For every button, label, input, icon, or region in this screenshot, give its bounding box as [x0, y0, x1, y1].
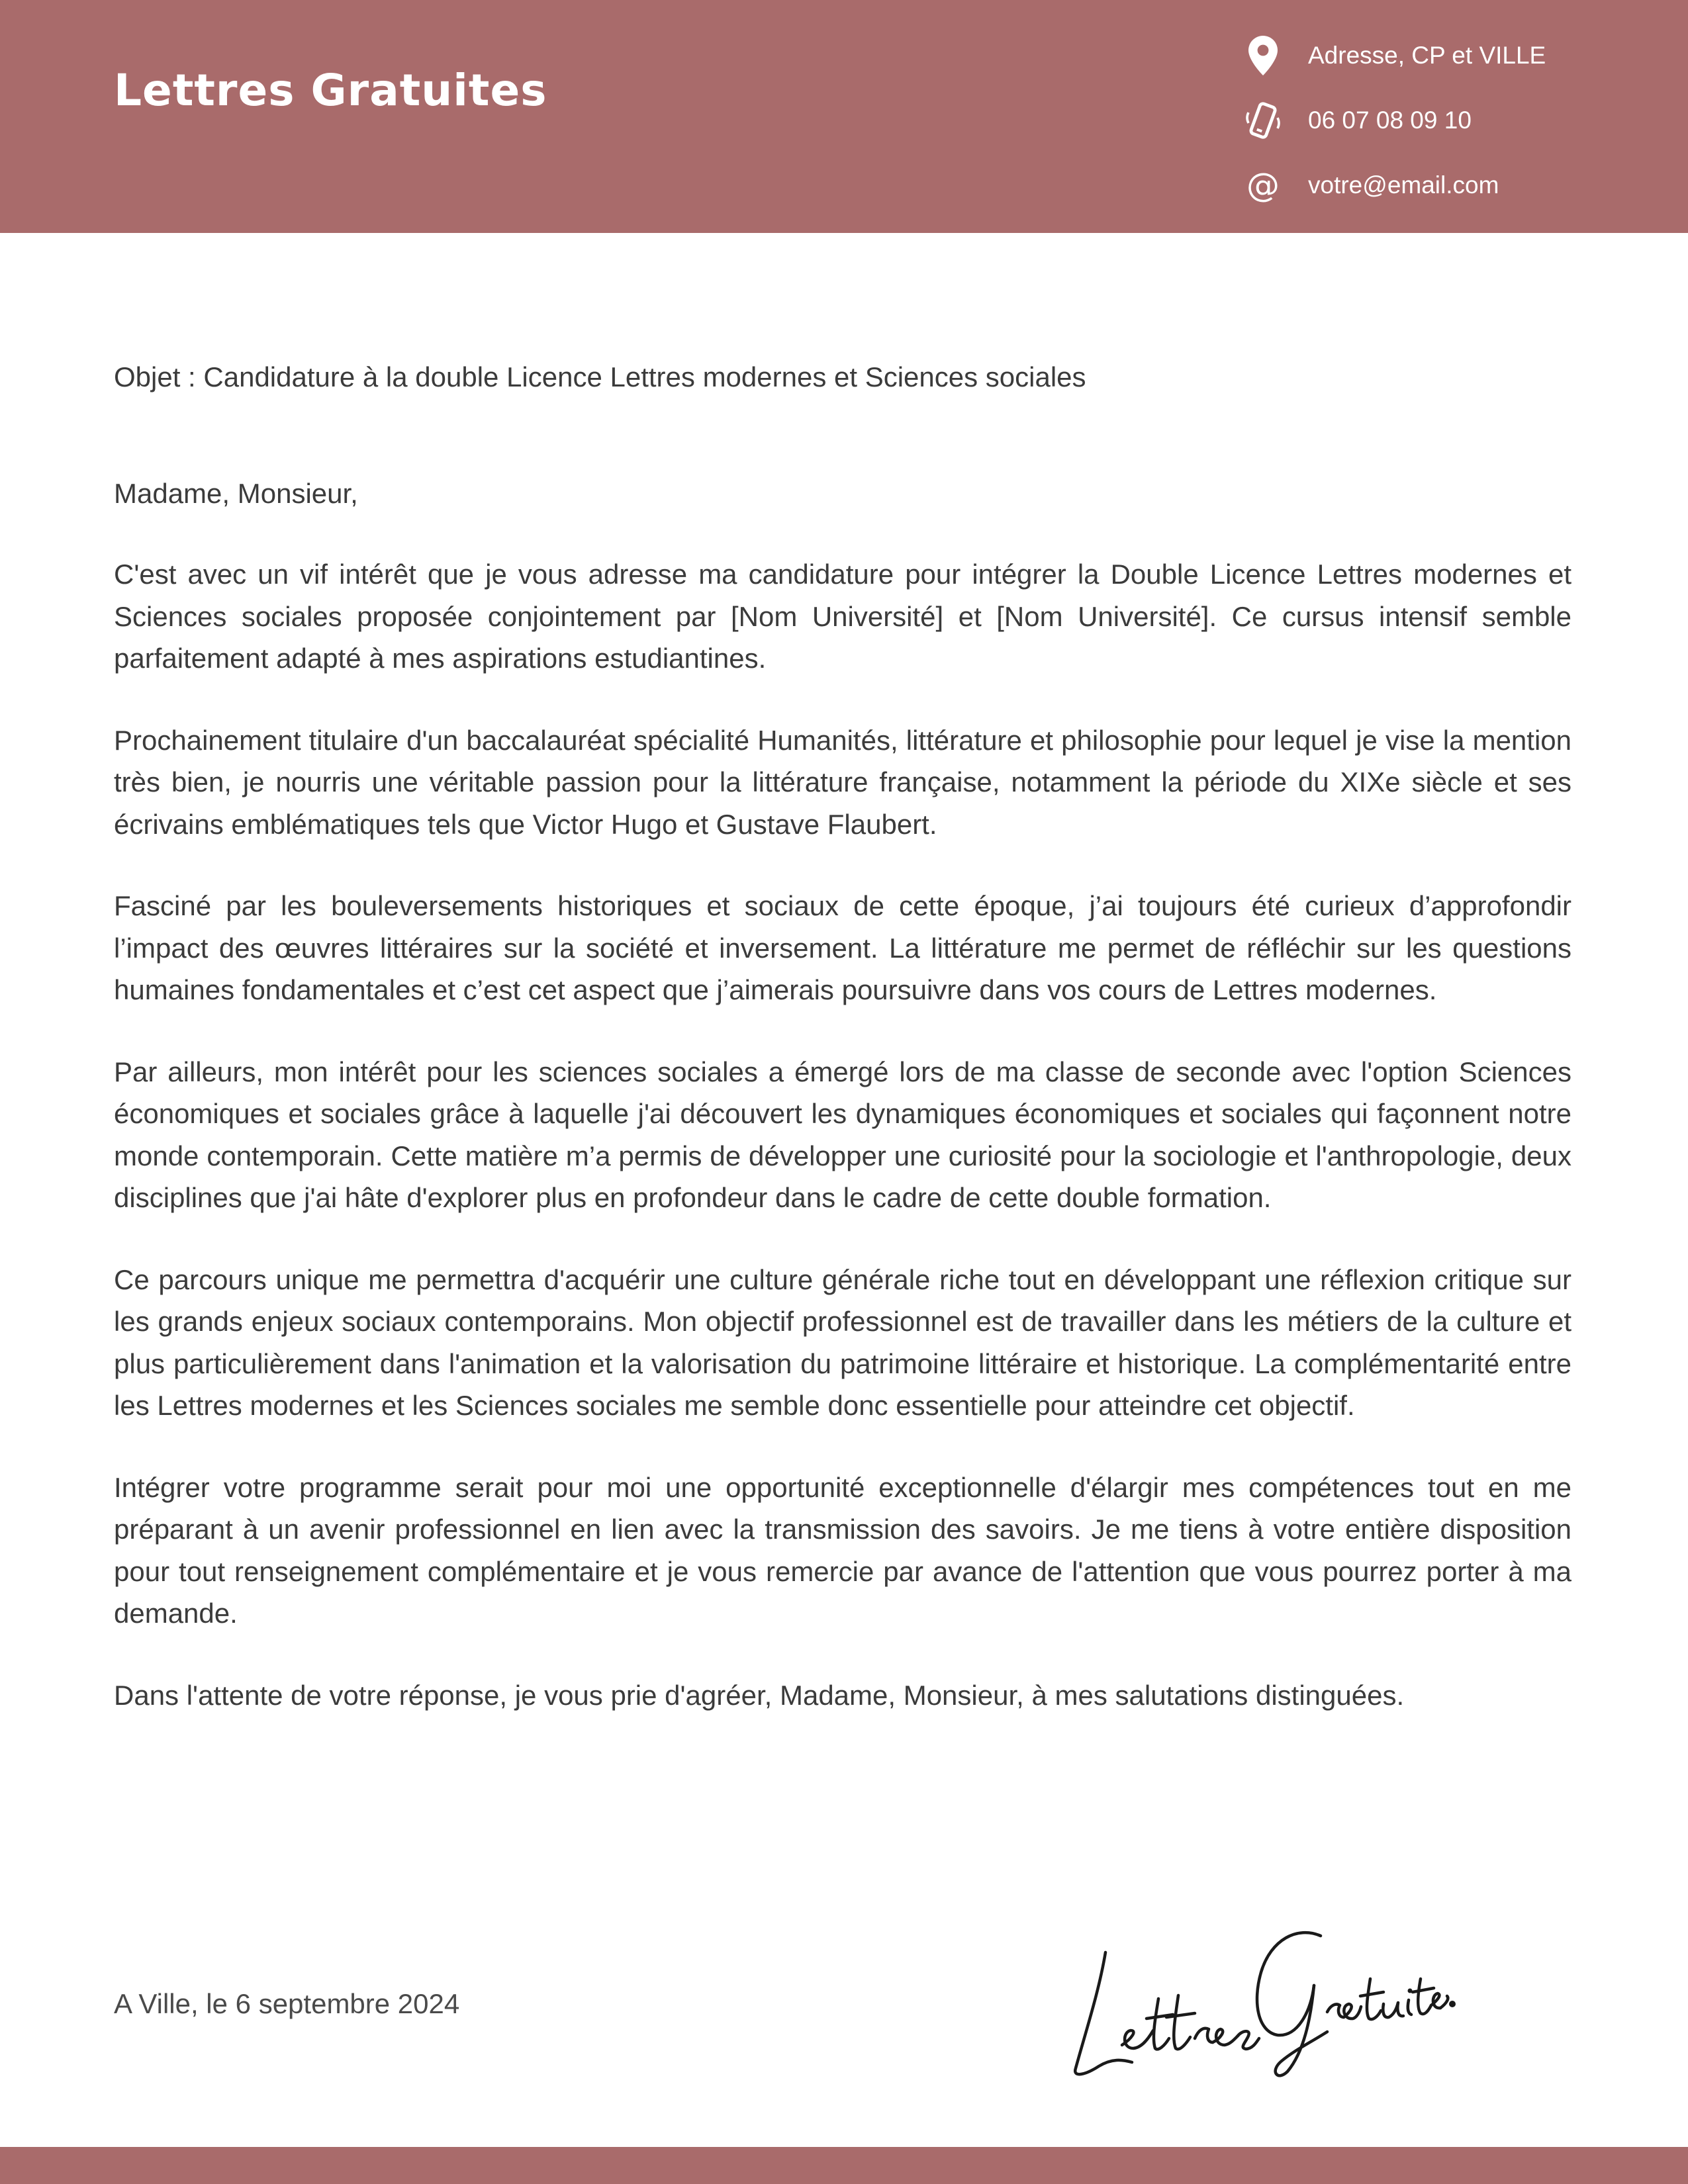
paragraph-baccalaureat: Prochainement titulaire d'un baccalauréat spécialité Humanités, littérature et philosophie pour lequel je vise la mention très bien, je nourris une véritable passion pour la littérature française, notamment la période du XIXe siècle et ses écrivains emblématiques tels que Victor Hugo et Gustave Flaubert.: [114, 724, 1571, 840]
contact-email-row: [1242, 159, 1652, 212]
contact-email: votre@email.com: [1308, 171, 1499, 199]
at-sign-icon: @: [1246, 166, 1280, 205]
letter-closing: Dans l'attente de votre réponse, je vous prie d'agréer, Madame, Monsieur, à mes salutations distinguées.: [114, 1679, 1405, 1711]
paragraph-program: Intégrer votre programme serait pour moi une opportunité exceptionnelle d'élargir mes compétences tout en me préparant à un avenir professionnel en lien avec la transmission des savoirs. Je me tiens à votre entière disposition pour tout renseignement complémentaire et je vous remercie par avance de l'attention que vous pourrez porter à ma demande.: [114, 1471, 1571, 1629]
paragraph-social-sciences: Par ailleurs, mon intérêt pour les sciences sociales a émergé lors de ma classe de seconde avec l'option Sciences économiques et sociales grâce à laquelle j'ai découvert les dynamiques économiques et sociales qui façonnent notre monde contemporain. Cette matière m’a permis de développer une curiosité pour la sociologie et l'anthropologie, deux disciplines que j'ai hâte d'explorer plus en profondeur dans le cadre de cette double formation.: [114, 1056, 1571, 1213]
letter-subject: Objet : Candidature à la double Licence Lettres modernes et Sciences sociales: [114, 361, 1086, 392]
contact-block: [1242, 29, 1652, 224]
location-pin-icon: [1242, 34, 1284, 77]
contact-phone: 06 07 08 09 10: [1308, 107, 1472, 134]
phone-icon: [1242, 99, 1284, 142]
letter-body: [114, 356, 1571, 1717]
letter-greeting: Madame, Monsieur,: [114, 478, 358, 509]
paragraph-intro: C'est avec un vif intérêt que je vous adresse ma candidature pour intégrer la Double Licence Lettres modernes et Sciences sociales proposée conjointement par [Nom Université] et [Nom Université]. Ce cursus intensif semble parfaitement adapté à mes aspirations estudiantines.: [114, 559, 1571, 674]
contact-address: Adresse, CP et VILLE: [1308, 42, 1546, 69]
header-band: [0, 0, 1688, 233]
paragraph-literature: Fasciné par les bouleversements historiques et sociaux de cette époque, j’ai toujours été curieux d’approfondir l’impact des œuvres littéraires sur la société et inversement. La littérature me permet de réfléchir sur les questions humaines fondamentales et c’est cet aspect que j’aimerais poursuivre dans vos cours de Lettres modernes.: [114, 890, 1571, 1005]
brand-name: Lettres Gratuites: [114, 65, 547, 116]
contact-phone-row: [1242, 94, 1652, 147]
contact-address-row: [1242, 29, 1652, 82]
date-line: A Ville, le 6 septembre 2024: [114, 1988, 460, 2019]
handwritten-signature: [1059, 1913, 1456, 2085]
paragraph-career-goal: Ce parcours unique me permettra d'acquérir une culture générale riche tout en développant une réflexion critique sur les grands enjeux sociaux contemporains. Mon objectif professionnel est de travailler dans les métiers de la culture et plus particulièrement dans l'animation et la valorisation du patrimoine littéraire et historique. La complémentarité entre les Lettres modernes et les Sciences sociales me semble donc essentielle pour atteindre cet objectif.: [114, 1263, 1571, 1421]
footer-band: [0, 2147, 1688, 2184]
